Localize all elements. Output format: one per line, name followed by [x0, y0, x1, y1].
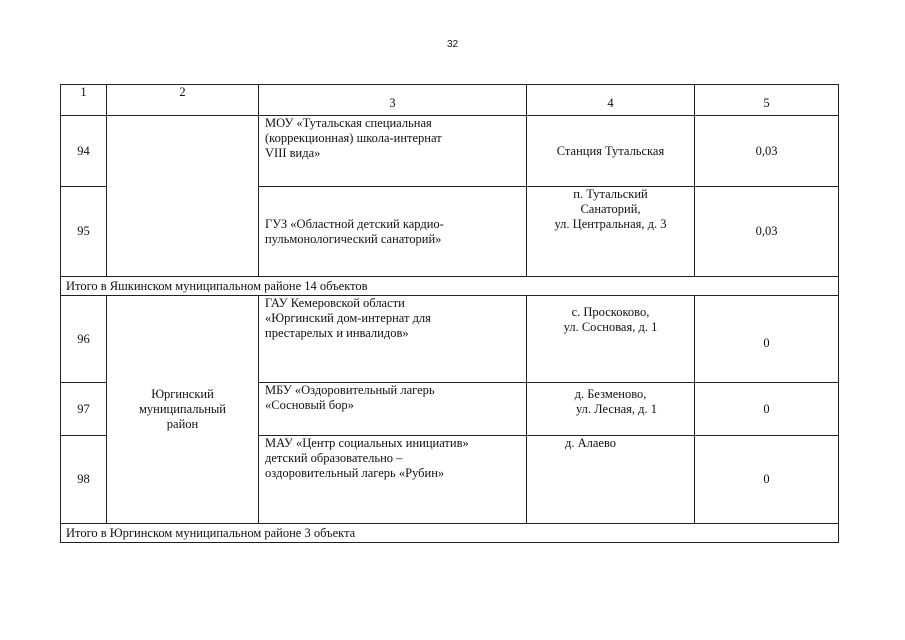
object-name: МБУ «Оздоровительный лагерь «Сосновый бор» [259, 383, 527, 436]
table-row [61, 116, 839, 187]
table-header-row [61, 85, 839, 116]
object-name: МАУ «Центр социальных инициатив» детский образовательно – оздоровительный лагерь «Рубин» [259, 436, 527, 524]
table-row [61, 296, 839, 383]
objects-table [60, 84, 839, 543]
district-total-row [61, 277, 839, 296]
object-address: д. Алаево [527, 436, 695, 524]
header-col-1: 1 [61, 85, 107, 116]
object-value: 0 [695, 296, 839, 383]
page-number: 32 [446, 39, 459, 50]
district-cell [107, 116, 259, 277]
object-name: МОУ «Тутальская специальная (коррекционная) школа-интернат VIII вида» [259, 116, 527, 187]
object-address: Станция Тутальская [527, 116, 695, 187]
object-address: п. Тутальский Санаторий, ул. Центральная, д. 3 [527, 187, 695, 277]
object-value: 0 [695, 383, 839, 436]
object-address: д. Безменово, ул. Лесная, д. 1 [527, 383, 695, 436]
header-col-5: 5 [695, 85, 839, 116]
row-number: 97 [61, 383, 107, 436]
object-name: ГУЗ «Областной детский кардио- пульмонологический санаторий» [259, 187, 527, 277]
header-col-4: 4 [527, 85, 695, 116]
object-value: 0 [695, 436, 839, 524]
object-name: ГАУ Кемеровской области «Юргинский дом-интернат для престарелых и инвалидов» [259, 296, 527, 383]
district-cell: Юргинский муниципальный район [107, 296, 259, 524]
row-number: 96 [61, 296, 107, 383]
row-number: 94 [61, 116, 107, 187]
district-total: Итого в Яшкинском муниципальном районе 14 объектов [61, 277, 839, 296]
district-total: Итого в Юргинском муниципальном районе 3 объекта [61, 524, 839, 543]
object-value: 0,03 [695, 116, 839, 187]
row-number: 95 [61, 187, 107, 277]
row-number: 98 [61, 436, 107, 524]
object-address: с. Проскоково, ул. Сосновая, д. 1 [527, 296, 695, 383]
header-col-3: 3 [259, 85, 527, 116]
district-total-row [61, 524, 839, 543]
object-value: 0,03 [695, 187, 839, 277]
header-col-2: 2 [107, 85, 259, 116]
